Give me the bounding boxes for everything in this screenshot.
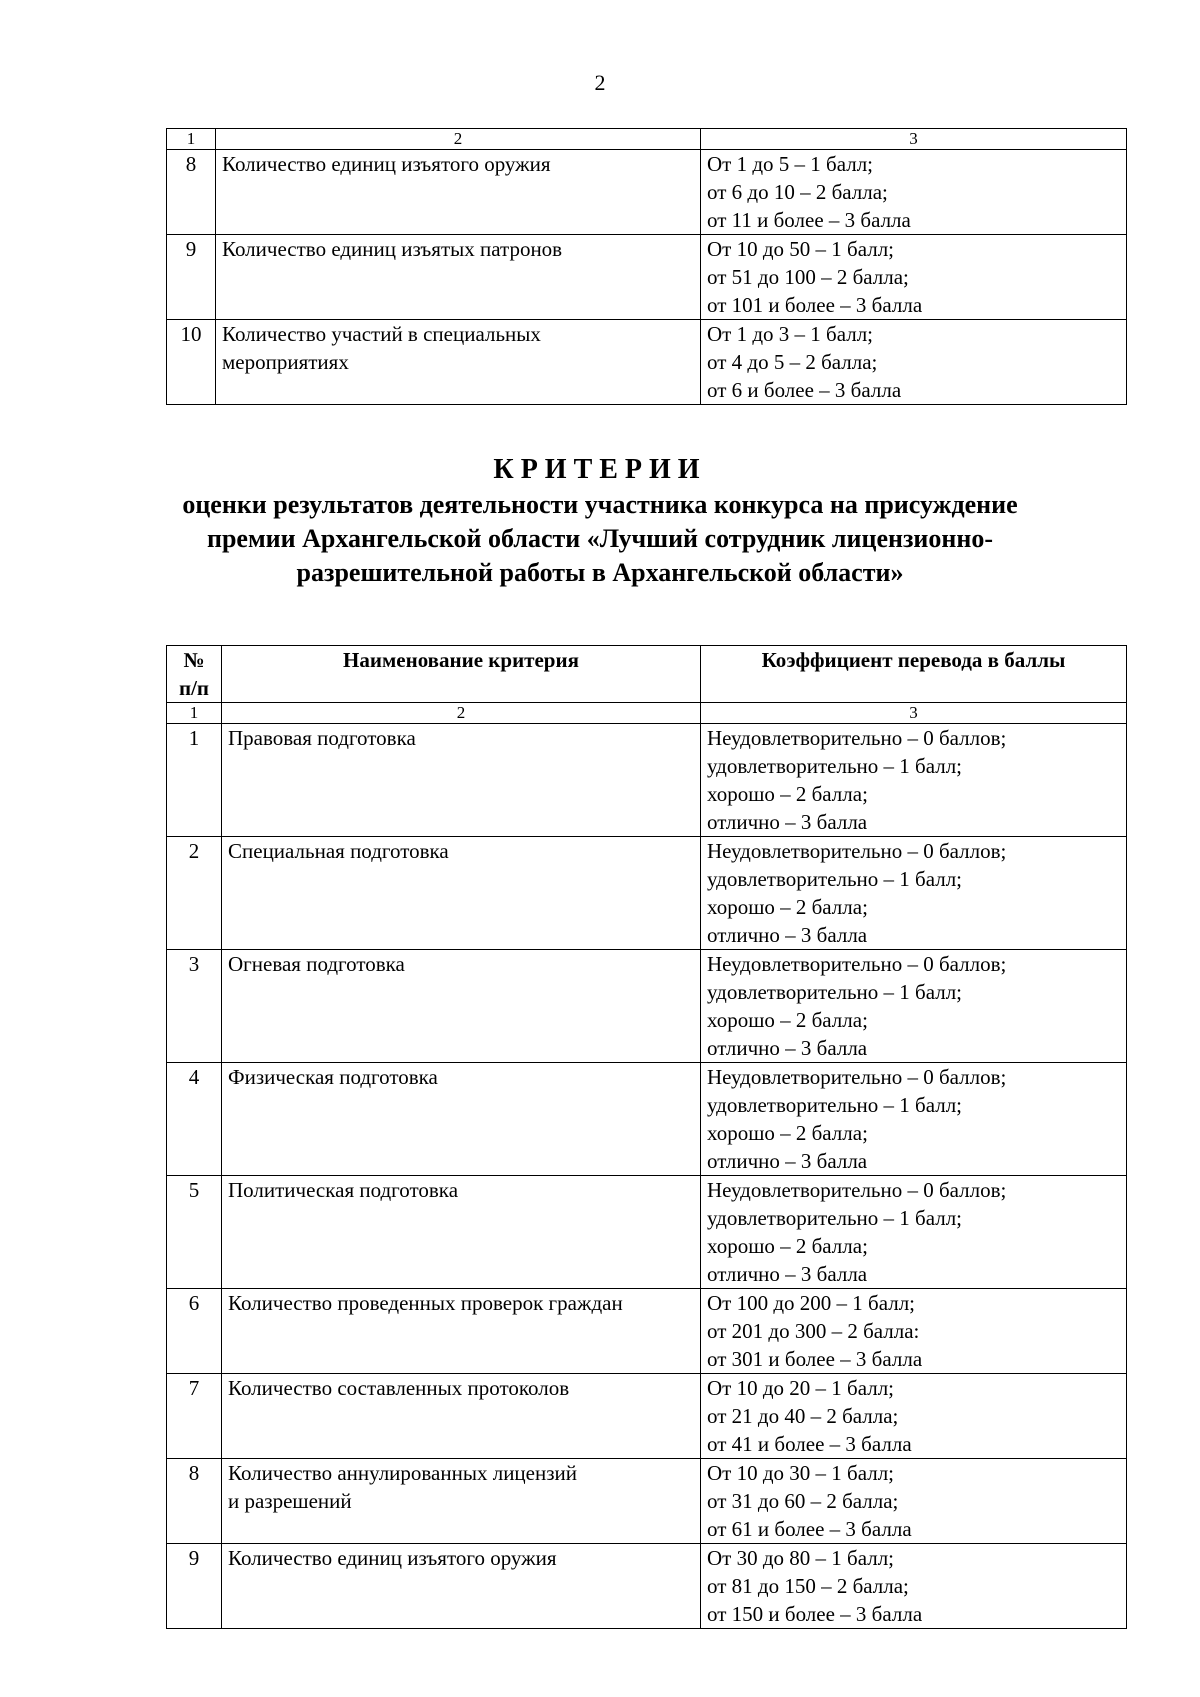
criterion-name-line: Специальная подготовка: [228, 839, 449, 863]
row-number: 7: [167, 1374, 222, 1459]
score-coefficient: [701, 1176, 1127, 1289]
page-number: 2: [594, 70, 606, 95]
criterion-name-line: Количество проведенных проверок граждан: [228, 1291, 623, 1315]
score-coefficient-line: удовлетворительно – 1 балл;: [707, 867, 963, 891]
table-row: [167, 724, 1127, 837]
row-number: 8: [167, 150, 216, 235]
criterion-name: [222, 1544, 701, 1629]
criterion-name-line: Количество участий в специальных: [222, 322, 541, 346]
criterion-name: [216, 320, 701, 405]
criterion-name: [216, 235, 701, 320]
score-coefficient-line: Неудовлетворительно – 0 баллов;: [707, 1178, 1007, 1202]
criterion-name: [222, 950, 701, 1063]
criteria-table-continued: [166, 128, 1127, 405]
criterion-name-line: Количество единиц изъятого оружия: [222, 152, 551, 176]
score-coefficient-line: от 4 до 5 – 2 балла;: [707, 350, 878, 374]
score-coefficient-line: хорошо – 2 балла;: [707, 1121, 868, 1145]
score-coefficient: [701, 1063, 1127, 1176]
criterion-name-line: Количество аннулированных лицензий: [228, 1461, 578, 1485]
table-row: [167, 1063, 1127, 1176]
heading-subtitle-line: разрешительной работы в Архангельской области»: [296, 558, 904, 587]
row-number: 6: [167, 1289, 222, 1374]
header-num: [167, 646, 222, 703]
header-coef: Коэффициент перевода в баллы: [701, 646, 1127, 703]
criterion-name: [222, 1374, 701, 1459]
criterion-name: [216, 150, 701, 235]
score-coefficient-line: от 41 и более – 3 балла: [707, 1432, 912, 1456]
score-coefficient: [701, 1374, 1127, 1459]
table-row: [167, 1289, 1127, 1374]
column-number-row: [167, 129, 1127, 150]
score-coefficient: [701, 1459, 1127, 1544]
criterion-name-line: Политическая подготовка: [228, 1178, 459, 1202]
score-coefficient-line: от 61 и более – 3 балла: [707, 1517, 912, 1541]
header-num-line: п/п: [178, 676, 210, 700]
score-coefficient-line: от 301 и более – 3 балла: [707, 1347, 923, 1371]
criterion-name-line: Физическая подготовка: [228, 1065, 438, 1089]
score-coefficient-line: хорошо – 2 балла;: [707, 1234, 868, 1258]
score-coefficient-line: удовлетворительно – 1 балл;: [707, 1206, 963, 1230]
table-row: [167, 1374, 1127, 1459]
score-coefficient-line: От 100 до 200 – 1 балл;: [707, 1291, 916, 1315]
criteria-table: [166, 645, 1127, 1629]
score-coefficient-line: Неудовлетворительно – 0 баллов;: [707, 726, 1007, 750]
row-number: 3: [167, 950, 222, 1063]
criterion-name-line: Правовая подготовка: [228, 726, 416, 750]
score-coefficient-line: от 6 до 10 – 2 балла;: [707, 180, 888, 204]
score-coefficient-line: от 31 до 60 – 2 балла;: [707, 1489, 899, 1513]
score-coefficient-line: отлично – 3 балла: [707, 1149, 868, 1173]
score-coefficient-line: От 10 до 30 – 1 балл;: [707, 1461, 895, 1485]
score-coefficient: [701, 150, 1127, 235]
row-number: 4: [167, 1063, 222, 1176]
score-coefficient-line: От 1 до 3 – 1 балл;: [707, 322, 874, 346]
score-coefficient-line: от 11 и более – 3 балла: [707, 208, 911, 232]
criteria-heading: [0, 452, 1200, 590]
row-number: 10: [167, 320, 216, 405]
row-number: 5: [167, 1176, 222, 1289]
header-num-line: №: [183, 648, 205, 672]
score-coefficient-line: удовлетворительно – 1 балл;: [707, 754, 963, 778]
criterion-name: [222, 1063, 701, 1176]
heading-title: КРИТЕРИИ: [493, 454, 707, 485]
score-coefficient-line: От 30 до 80 – 1 балл;: [707, 1546, 895, 1570]
table-header-row: [167, 646, 1127, 703]
score-coefficient-line: отлично – 3 балла: [707, 923, 868, 947]
row-number: 9: [167, 1544, 222, 1629]
score-coefficient-line: хорошо – 2 балла;: [707, 1008, 868, 1032]
heading-subtitle-line: оценки результатов деятельности участника конкурса на присуждение: [182, 490, 1018, 519]
score-coefficient: [701, 320, 1127, 405]
column-number: 1: [167, 703, 222, 724]
column-number: 3: [701, 703, 1127, 724]
criterion-name-line: Количество единиц изъятых патронов: [222, 237, 563, 261]
score-coefficient-line: удовлетворительно – 1 балл;: [707, 980, 963, 1004]
score-coefficient-line: от 6 и более – 3 балла: [707, 378, 902, 402]
score-coefficient-line: отлично – 3 балла: [707, 1262, 868, 1286]
criterion-name-line: Огневая подготовка: [228, 952, 405, 976]
table-row: [167, 1544, 1127, 1629]
row-number: 2: [167, 837, 222, 950]
score-coefficient: [701, 950, 1127, 1063]
score-coefficient-line: Неудовлетворительно – 0 баллов;: [707, 1065, 1007, 1089]
criterion-name-line: Количество составленных протоколов: [228, 1376, 570, 1400]
score-coefficient-line: от 21 до 40 – 2 балла;: [707, 1404, 899, 1428]
table-row: [167, 150, 1127, 235]
score-coefficient-line: от 201 до 300 – 2 балла:: [707, 1319, 920, 1343]
score-coefficient-line: хорошо – 2 балла;: [707, 895, 868, 919]
row-number: 1: [167, 724, 222, 837]
row-number: 9: [167, 235, 216, 320]
column-number: 2: [222, 703, 701, 724]
table-row: [167, 235, 1127, 320]
score-coefficient: [701, 724, 1127, 837]
score-coefficient-line: от 150 и более – 3 балла: [707, 1602, 923, 1626]
score-coefficient-line: отлично – 3 балла: [707, 1036, 868, 1060]
criterion-name: [222, 1176, 701, 1289]
column-number: 1: [167, 129, 216, 150]
table-row: [167, 837, 1127, 950]
header-name: Наименование критерия: [222, 646, 701, 703]
score-coefficient-line: От 10 до 50 – 1 балл;: [707, 237, 895, 261]
criterion-name: [222, 837, 701, 950]
score-coefficient: [701, 837, 1127, 950]
score-coefficient: [701, 1544, 1127, 1629]
score-coefficient: [701, 1289, 1127, 1374]
score-coefficient-line: от 81 до 150 – 2 балла;: [707, 1574, 909, 1598]
score-coefficient-line: удовлетворительно – 1 балл;: [707, 1093, 963, 1117]
score-coefficient-line: отлично – 3 балла: [707, 810, 868, 834]
score-coefficient-line: Неудовлетворительно – 0 баллов;: [707, 952, 1007, 976]
score-coefficient-line: от 51 до 100 – 2 балла;: [707, 265, 909, 289]
column-number-row: [167, 703, 1127, 724]
score-coefficient-line: Неудовлетворительно – 0 баллов;: [707, 839, 1007, 863]
criterion-name-line: Количество единиц изъятого оружия: [228, 1546, 557, 1570]
criterion-name: [222, 1459, 701, 1544]
row-number: 8: [167, 1459, 222, 1544]
criterion-name-line: мероприятиях: [222, 350, 349, 374]
table-row: [167, 1176, 1127, 1289]
table-row: [167, 320, 1127, 405]
table-row: [167, 950, 1127, 1063]
heading-subtitle-line: премии Архангельской области «Лучший сотрудник лицензионно-: [206, 524, 994, 553]
score-coefficient-line: От 1 до 5 – 1 балл;: [707, 152, 874, 176]
score-coefficient-line: От 10 до 20 – 1 балл;: [707, 1376, 895, 1400]
score-coefficient-line: хорошо – 2 балла;: [707, 782, 868, 806]
criterion-name-line: и разрешений: [228, 1489, 352, 1513]
criterion-name: [222, 724, 701, 837]
column-number: 2: [216, 129, 701, 150]
table-row: [167, 1459, 1127, 1544]
score-coefficient: [701, 235, 1127, 320]
score-coefficient-line: от 101 и более – 3 балла: [707, 293, 923, 317]
criterion-name: [222, 1289, 701, 1374]
column-number: 3: [701, 129, 1127, 150]
